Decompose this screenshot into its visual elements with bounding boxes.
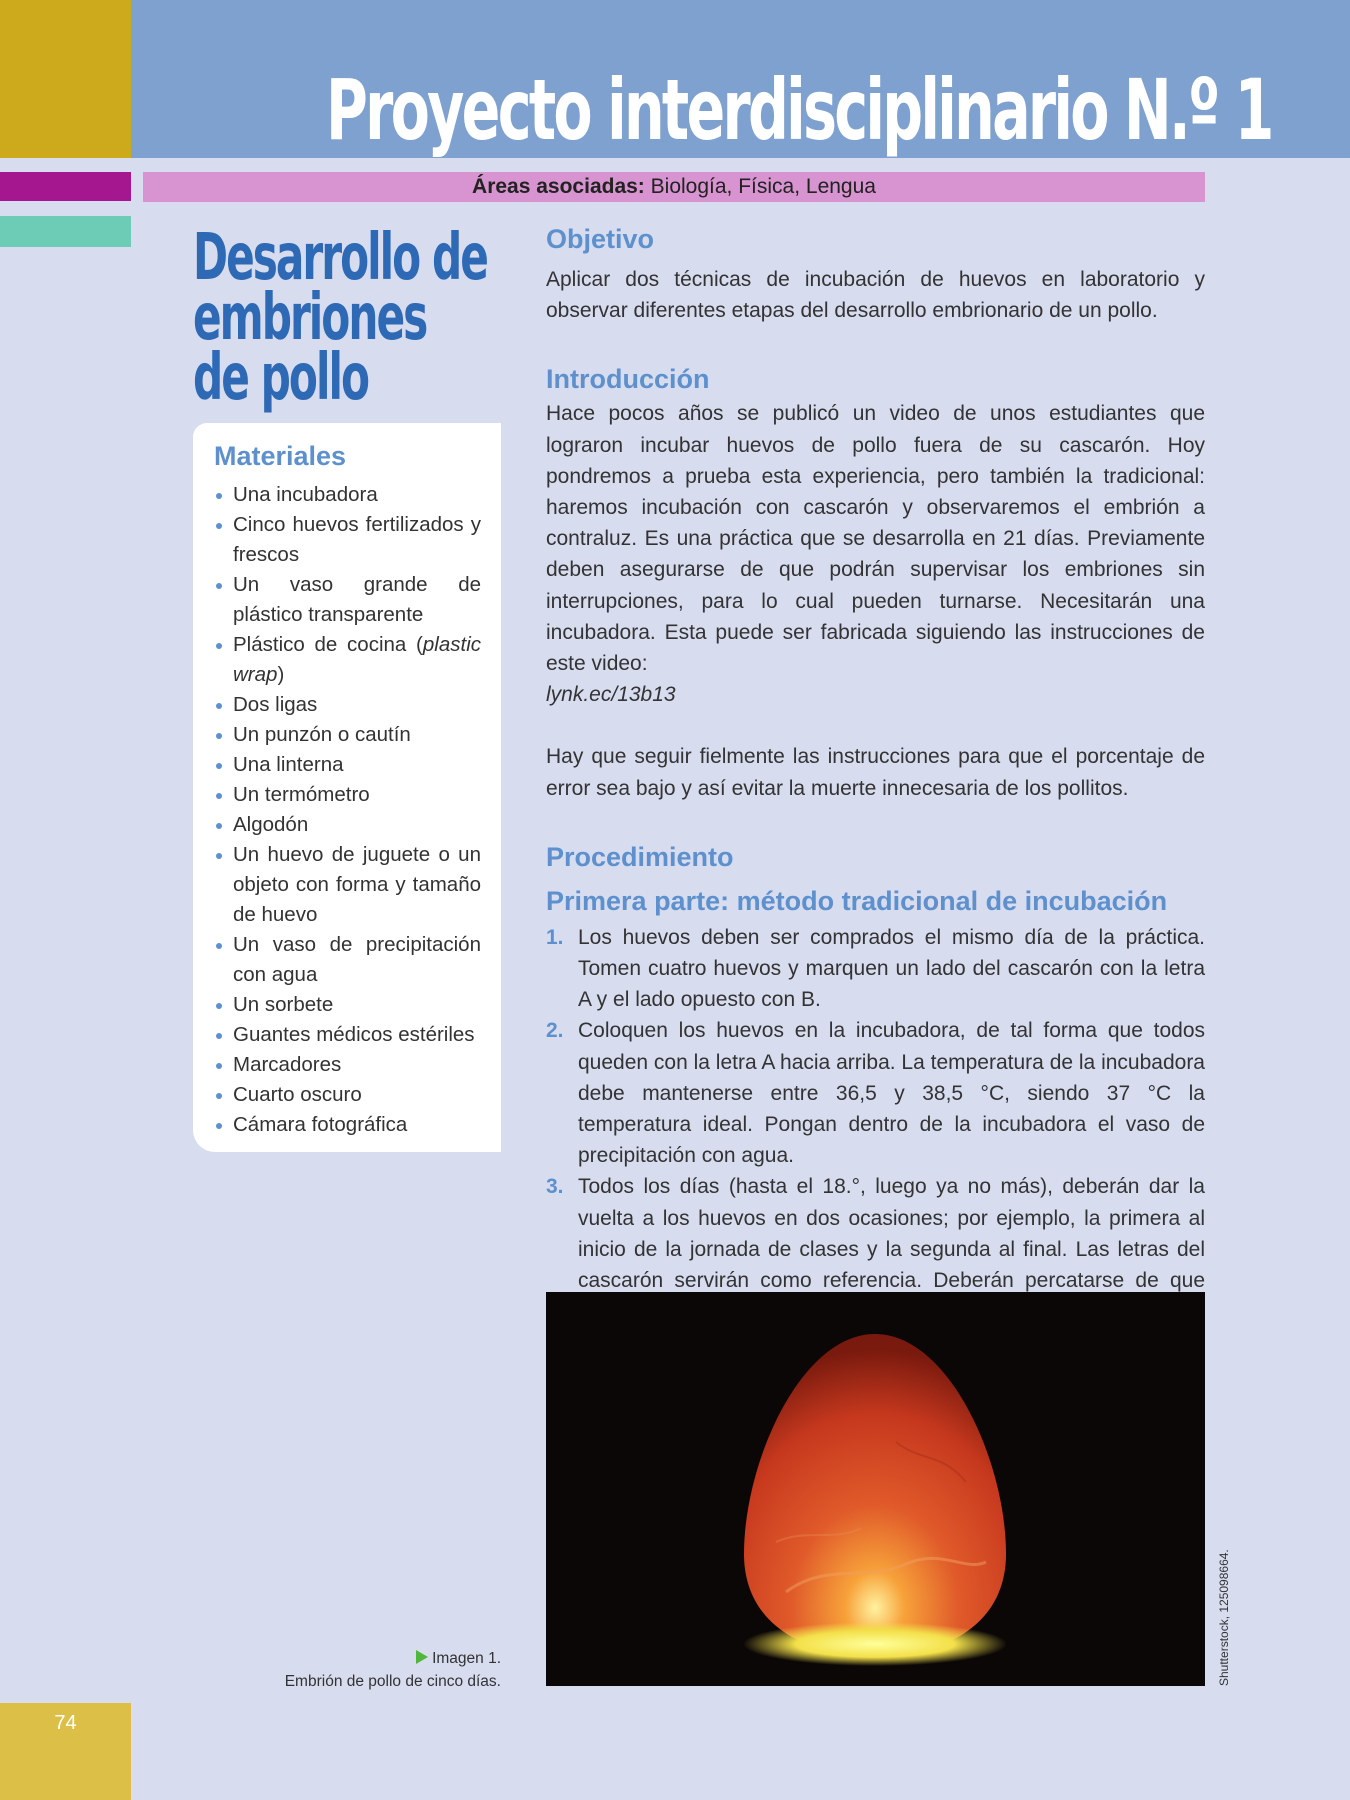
step-number: 2.	[546, 1019, 564, 1043]
steps-list	[546, 922, 1205, 1328]
caption-title: Imagen 1.	[432, 1650, 501, 1667]
teal-strip	[0, 216, 131, 247]
list-item-text: Plástico de cocina (	[233, 633, 423, 656]
list-item	[214, 630, 481, 690]
egg-illustration	[546, 1292, 1205, 1686]
main-content	[546, 220, 1205, 1327]
list-item: Un sorbete	[214, 990, 481, 1020]
caption-arrow-icon	[416, 1650, 428, 1664]
list-item: Algodón	[214, 810, 481, 840]
section-title-line: embriones	[193, 281, 427, 355]
areas-bar	[143, 172, 1205, 202]
materials-heading: Materiales	[214, 441, 347, 471]
list-item: Un vaso de precipitación con agua	[214, 930, 481, 990]
list-item: Cuarto oscuro	[214, 1080, 481, 1110]
list-item: Un huevo de juguete o un objeto con forma y tamaño de huevo	[214, 840, 481, 930]
introduccion-paragraph: Hace pocos años se publicó un video de unos estudiantes que lograron incubar huevos de pollo fuera de su cascarón. Hoy pondremos a prueba esta experiencia, pero también la tradicional: haremos incubación con cascarón y observaremos el embrión a contraluz. Es una práctica que se desarrolla en 21 días. Previamente deben asegurarse de que podrán supervisar los embriones sin interrupciones, para lo cual pueden turnarse. Necesitarán una incubadora. Esta puede ser fabricada siguiendo las instrucciones de este video:	[546, 402, 1205, 676]
list-item: Una linterna	[214, 750, 481, 780]
list-item-italic: plastic wrap	[233, 633, 481, 686]
list-item: Un punzón o cautín	[214, 720, 481, 750]
step-item	[546, 1015, 1205, 1171]
procedimiento-heading: Procedimiento	[546, 841, 734, 872]
light-glow	[743, 1622, 1007, 1666]
materials-list	[214, 480, 481, 1140]
list-item: Guantes médicos estériles	[214, 1020, 481, 1050]
areas-label: Áreas asociadas:	[472, 175, 645, 198]
egg-shape	[744, 1334, 1006, 1656]
list-item: Cinco huevos fertilizados y frescos	[214, 510, 481, 570]
step-text: Todos los días (hasta el 18.°, luego ya no más), deberán dar la vuelta a los huevos en dos ocasiones; por ejemplo, la primera al inicio de la jornada de clases y la segunda al final. Las letras del cascarón servirán como referencia. Deberán percatarse de que	[578, 1175, 1205, 1293]
caption-text: Embrión de pollo de cinco días.	[284, 1673, 501, 1690]
section-title-line: de pollo	[193, 341, 368, 415]
step-item	[546, 922, 1205, 1016]
materials-panel	[193, 423, 501, 1152]
list-item: Cámara fotográfica	[214, 1110, 481, 1140]
caption-title-row	[285, 1647, 501, 1670]
image-caption	[285, 1647, 501, 1693]
step-text: Los huevos deben ser comprados el mismo día de la práctica. Tomen cuatro huevos y marquen un lado del cascarón con la letra A y el lado opuesto con B.	[578, 925, 1205, 1012]
magenta-strip	[0, 172, 131, 201]
list-item: Un termómetro	[214, 780, 481, 810]
photo-credit: Shutterstock, 125098664.	[1217, 1549, 1231, 1686]
list-item: Una incubadora	[214, 480, 481, 510]
video-link[interactable]: lynk.ec/13b13	[546, 683, 676, 707]
page-title: Proyecto interdisciplinario N.º 1	[326, 61, 1272, 159]
step-text: Coloquen los huevos en la incubadora, de tal forma que todos queden con la letra A hacia arriba. La temperatura de la incubadora debe mantenerse entre 36,5 y 38,5 °C, siendo 37 °C la temperatura ideal. Pongan dentro de la incubadora el vaso de precipitación con agua.	[578, 1019, 1205, 1168]
primera-parte-heading: Primera parte: método tradicional de incubación	[546, 885, 1168, 916]
list-item-text: )	[277, 663, 285, 686]
gold-corner-band	[0, 0, 131, 158]
introduccion-heading: Introducción	[546, 364, 710, 395]
introduccion-paragraph: Hay que seguir fielmente las instrucciones para que el porcentaje de error sea bajo y así evitar la muerte innecesaria de los pollitos.	[546, 745, 1205, 800]
step-number: 3.	[546, 1175, 564, 1199]
objetivo-text: Aplicar dos técnicas de incubación de huevos en laboratorio y observar diferentes etapas del desarrollo embrionario de un pollo.	[546, 268, 1205, 323]
egg-candling-photo	[546, 1292, 1205, 1686]
step-number: 1.	[546, 925, 564, 949]
section-title-line: Desarrollo de	[193, 221, 487, 295]
section-title	[193, 221, 487, 415]
objetivo-heading: Objetivo	[546, 224, 655, 254]
page-number: 74	[54, 1712, 77, 1734]
list-item: Un vaso grande de plástico transparente	[214, 570, 481, 630]
areas-value: Biología, Física, Lengua	[650, 175, 876, 198]
list-item: Marcadores	[214, 1050, 481, 1080]
list-item: Dos ligas	[214, 690, 481, 720]
